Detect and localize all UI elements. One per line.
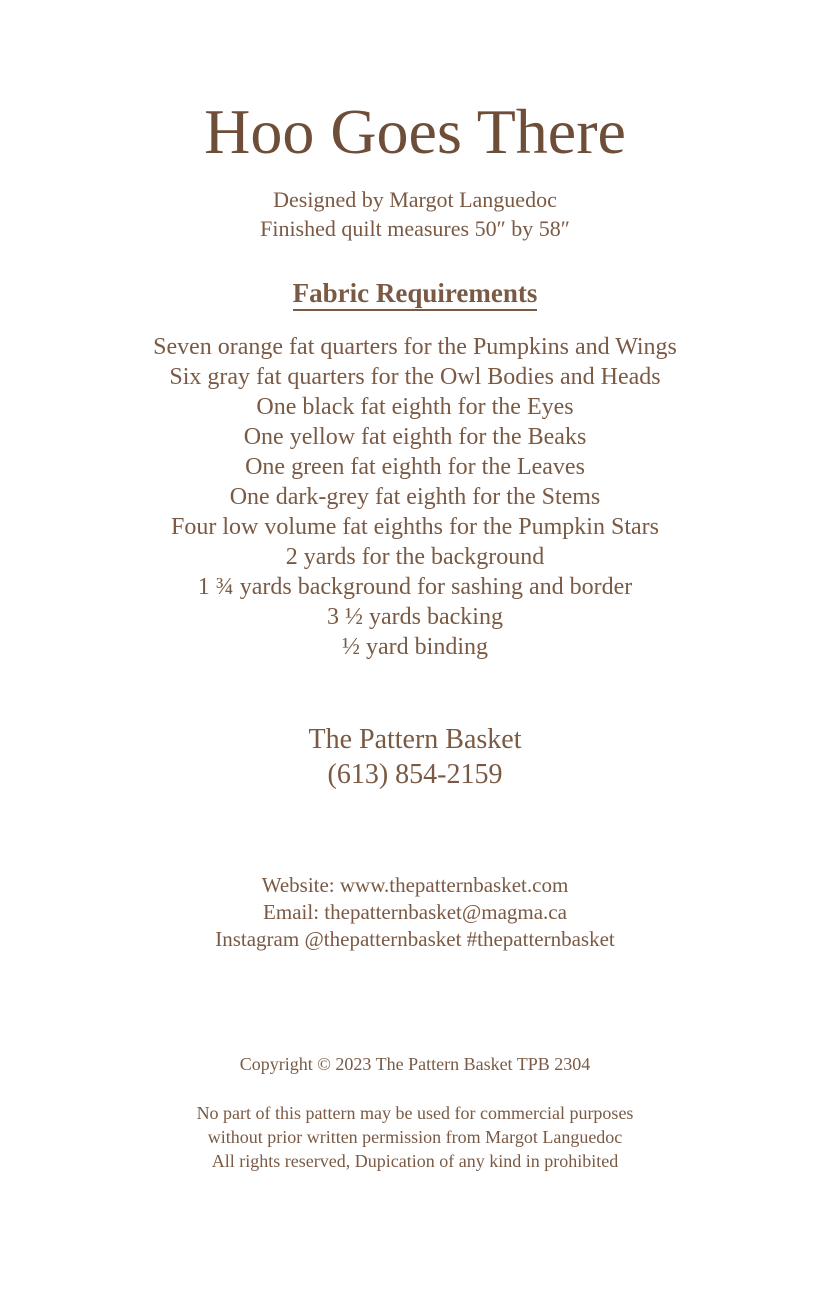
email-line: Email: thepatternbasket@magma.ca [263, 900, 567, 924]
measurements-line: Finished quilt measures 50″ by 58″ [260, 216, 570, 241]
list-item: ½ yard binding [342, 634, 488, 660]
list-item: Six gray fat quarters for the Owl Bodies and Heads [169, 364, 661, 390]
legal-line: All rights reserved, Dupication of any kind in prohibited [211, 1151, 619, 1171]
instagram-line: Instagram @thepatternbasket #thepatternbasket [215, 927, 615, 951]
page-title: Hoo Goes There [204, 96, 626, 167]
list-item: Four low volume fat eighths for the Pumpkin Stars [171, 514, 659, 540]
list-item: One black fat eighth for the Eyes [256, 394, 574, 420]
pattern-details [0, 185, 830, 243]
contact-info [0, 872, 830, 953]
legal-line: No part of this pattern may be used for commercial purposes [196, 1103, 634, 1123]
legal-line: without prior written permission from Margot Languedoc [207, 1127, 623, 1147]
website-line: Website: www.thepatternbasket.com [261, 873, 569, 897]
designer-line: Designed by Margot Languedoc [273, 187, 557, 212]
fabric-requirements-heading-text: Fabric Requirements [293, 278, 538, 311]
shop-info [0, 722, 830, 792]
list-item: One yellow fat eighth for the Beaks [243, 424, 587, 450]
list-item: 2 yards for the background [285, 544, 545, 570]
copyright-line: Copyright © 2023 The Pattern Basket TPB 2304 [239, 1054, 591, 1074]
shop-phone: (613) 854-2159 [327, 759, 503, 790]
list-item: 1 ¾ yards background for sashing and border [197, 574, 633, 600]
list-item: One green fat eighth for the Leaves [245, 454, 585, 480]
fabric-requirements-heading [0, 276, 830, 310]
list-item: Seven orange fat quarters for the Pumpkins and Wings [153, 334, 677, 360]
legal-notice [0, 1101, 830, 1173]
shop-name: The Pattern Basket [308, 724, 522, 755]
list-item: One dark-grey fat eighth for the Stems [229, 484, 601, 510]
fabric-requirements-list [0, 332, 830, 662]
list-item: 3 ½ yards backing [327, 604, 503, 630]
